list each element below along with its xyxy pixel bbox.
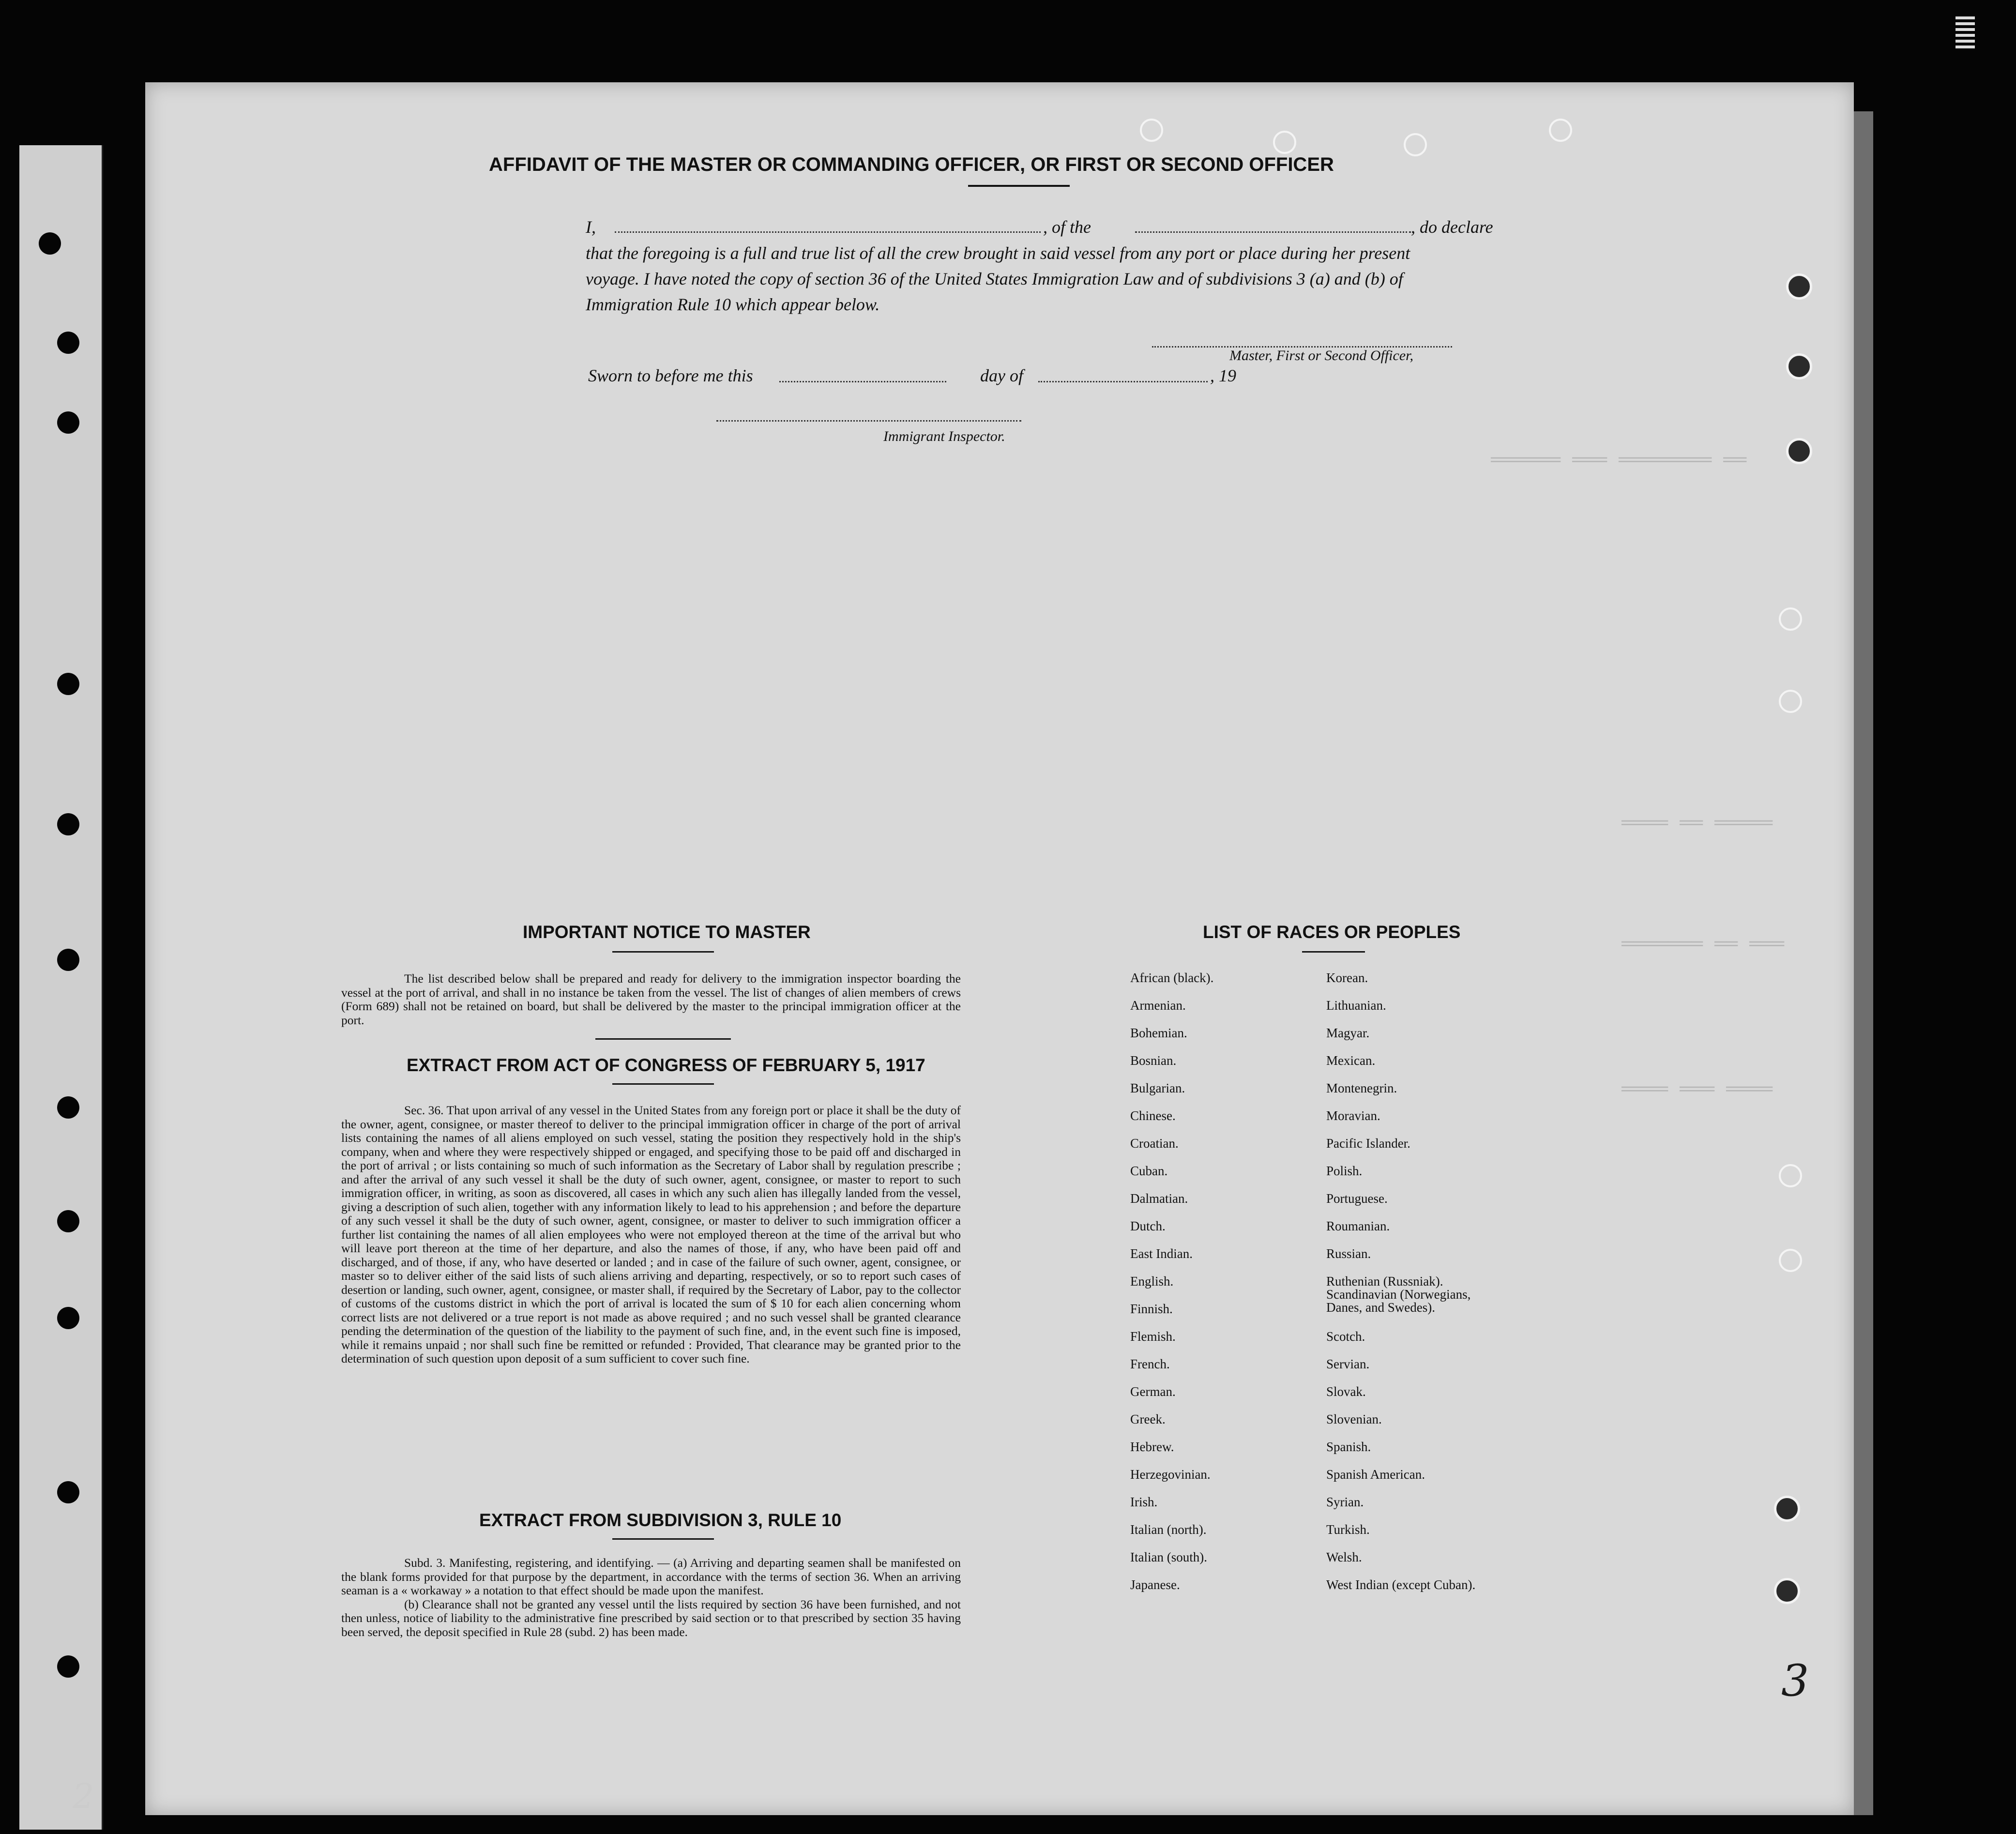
- binder-hole: [39, 232, 61, 255]
- race-item: Danes, and Swedes).: [1326, 1300, 1435, 1315]
- race-item: Servian.: [1326, 1357, 1370, 1371]
- notice-rule: [595, 1038, 731, 1040]
- bleed-through-row: ══════ ═══ ════════ ══: [1491, 450, 1747, 472]
- race-item: Slovenian.: [1326, 1412, 1382, 1426]
- race-item: Welsh.: [1326, 1550, 1362, 1564]
- subdivision-b-paragraph: (b) Clearance shall not be granted any vessel until the lists required by section 36 have been furnished, and not then unless, notice of liability to the administrative fine prescribed by said section or to that prescribed by section 35 having been served, the deposit specified in Rule 28 (subd. 2) has been made.: [341, 1597, 961, 1639]
- notice-text: [341, 972, 961, 1027]
- race-item: Montenegrin.: [1326, 1081, 1397, 1095]
- sworn-month-field[interactable]: [1038, 381, 1208, 382]
- race-item: Polish.: [1326, 1164, 1363, 1178]
- race-item: Greek.: [1130, 1412, 1166, 1426]
- race-item: Ruthenian (Russniak).: [1326, 1274, 1443, 1288]
- year-label: , 19: [1210, 366, 1236, 385]
- notice-title: IMPORTANT NOTICE TO MASTER: [523, 922, 811, 942]
- races-title-rule: [1302, 951, 1365, 953]
- race-item: Syrian.: [1326, 1495, 1364, 1509]
- affidavit-line-2: that the foregoing is a full and true list of all the crew brought in said vessel from any port or place during her present: [586, 243, 1410, 263]
- punch-hole: [1774, 1496, 1800, 1522]
- race-item: English.: [1130, 1274, 1174, 1288]
- punch-hole: [1779, 690, 1802, 713]
- race-item: Italian (south).: [1130, 1550, 1207, 1564]
- bleed-through-row: ════ ═══ ════: [1622, 1079, 1773, 1101]
- race-item: Spanish.: [1326, 1440, 1371, 1454]
- extract-rule-rule: [612, 1538, 714, 1540]
- section-36-paragraph: Sec. 36. That upon arrival of any vessel in the United States from any foreign port or place it shall be the duty of the owner, agent, consignee, or master thereof to deliver to the principal immigration officer in charge of the port of arrival lists containing the names of all aliens employed on such vessel, stating the position they respectively hold in the ship's company, when and where they were respectively shipped or engaged, and specifying those to be paid off and discharged in the port of arrival ; or lists containing so much of such information as the Secretary of Labor shall by regulation prescribe ; and after the arrival of any such vessel it shall be the duty of such owner, agent, consignee, or master to report to such immigration officer, in writing, as soon as discovered, all cases in which any such alien has illegally landed from the vessel, giving a description of such alien, together with any information likely to lead to his apprehension ; and before the departure of any such vessel it shall be the duty of such owner, agent, consignee, or master to deliver to such immigration officer a further list containing the names of all alien employees who were not employed thereon at the time of the arrival but who will leave port thereon at the time of her departure, and also the names of those, if any, who have been paid off and discharged, and of those, if any, who have deserted or landed ; and in case of the failure of such owner, agent, consignee, or master so to deliver either of the said lists of such aliens arriving and departing, respectively, or so to report such cases of desertion or landing, such owner, agent, consignee, or master shall, if required by the Secretary of Labor, pay to the collector of customs of the customs district in which the port of arrival is located the sum of $ 10 for each alien concerning whom correct lists are not delivered or a true report is not made as above required ; and no such vessel shall be granted clearance pending the determination of the question of the liability to the payment of such fine, and, in the event such fine is imposed, while it remains unpaid ; nor shall such fine be remitted or refunded : Provided, That clearance may be granted prior to the determination of such question upon deposit of a sum sufficient to cover such fine.: [341, 1103, 961, 1365]
- bleed-through-row: ═══════ ══ ═══: [1622, 934, 1785, 956]
- race-item: Cuban.: [1130, 1164, 1168, 1178]
- race-item: Roumanian.: [1326, 1219, 1390, 1233]
- name-field[interactable]: [615, 231, 1041, 233]
- race-item: Spanish American.: [1326, 1467, 1425, 1482]
- master-label: Master, First or Second Officer,: [1229, 348, 1413, 364]
- punch-hole: [1786, 353, 1812, 379]
- binder-hole: [57, 1096, 79, 1119]
- binder-hole: [57, 332, 79, 354]
- binder-hole: [57, 411, 79, 434]
- day-of-label: day of: [980, 366, 1023, 385]
- binder-strip: [19, 145, 103, 1830]
- affidavit-line-1: [586, 217, 1505, 237]
- bleed-through-row: ════ ══ ═════: [1622, 813, 1773, 835]
- race-item: Moravian.: [1326, 1108, 1380, 1123]
- race-item: Finnish.: [1130, 1302, 1173, 1316]
- race-item: Russian.: [1326, 1246, 1371, 1261]
- race-item: Turkish.: [1326, 1522, 1370, 1537]
- sworn-day-field[interactable]: [779, 381, 946, 382]
- sworn-label: Sworn to before me this: [588, 366, 753, 385]
- punch-hole: [1786, 438, 1812, 464]
- handwritten-mark: 3: [1781, 1655, 1809, 1706]
- binder-hole: [57, 813, 79, 835]
- race-item: Japanese.: [1130, 1577, 1180, 1592]
- race-item: Croatian.: [1130, 1136, 1179, 1151]
- inspector-label: Immigrant Inspector.: [883, 428, 1005, 444]
- race-item: Pacific Islander.: [1326, 1136, 1410, 1151]
- extract-act-rule: [612, 1083, 714, 1085]
- extract-rule-title: EXTRACT FROM SUBDIVISION 3, RULE 10: [479, 1510, 842, 1530]
- subdivision-a-paragraph: Subd. 3. Manifesting, registering, and identifying. — (a) Arriving and departing seamen shall be manifested on the blank forms provided for that purpose by the department, in accordance with the terms of section 36. When an arriving seaman is a « workaway » a notation to that effect should be made upon the manifest.: [341, 1556, 961, 1597]
- extract-act-title: EXTRACT FROM ACT OF CONGRESS OF FEBRUARY 5, 1917: [407, 1055, 925, 1075]
- race-item: Bulgarian.: [1130, 1081, 1185, 1095]
- binder-hole: [57, 1210, 79, 1232]
- race-item: Dalmatian.: [1130, 1191, 1188, 1206]
- race-item: Lithuanian.: [1326, 998, 1386, 1013]
- affidavit-title: AFFIDAVIT OF THE MASTER OR COMMANDING OFFICER, OR FIRST OR SECOND OFFICER: [489, 154, 1334, 175]
- race-item: Mexican.: [1326, 1053, 1376, 1068]
- affidavit-line-4: Immigration Rule 10 which appear below.: [586, 295, 880, 314]
- binder-hole: [57, 673, 79, 695]
- binder-hole: [57, 949, 79, 971]
- race-item: Bosnian.: [1130, 1053, 1177, 1068]
- race-item: Armenian.: [1130, 998, 1186, 1013]
- race-item: Irish.: [1130, 1495, 1158, 1509]
- punch-hole: [1140, 119, 1163, 142]
- race-item: Flemish.: [1130, 1329, 1176, 1344]
- race-item: Scotch.: [1326, 1329, 1365, 1344]
- race-item: Italian (north).: [1130, 1522, 1207, 1537]
- punch-hole: [1779, 1249, 1802, 1272]
- corner-stamp: [1955, 15, 1975, 48]
- punch-hole: [1779, 607, 1802, 631]
- sworn-line: [588, 365, 1363, 386]
- punch-hole: [1273, 131, 1296, 154]
- race-item: French.: [1130, 1357, 1170, 1371]
- binder-hole: [57, 1655, 79, 1678]
- notice-title-rule: [612, 951, 714, 953]
- race-item: West Indian (except Cuban).: [1326, 1577, 1476, 1592]
- race-item: Chinese.: [1130, 1108, 1176, 1123]
- race-item: Dutch.: [1130, 1219, 1166, 1233]
- punch-hole: [1549, 119, 1572, 142]
- race-item: German.: [1130, 1384, 1176, 1399]
- i-label: I,: [586, 217, 596, 237]
- extract-act-text: [341, 1104, 961, 1366]
- race-item: Bohemian.: [1130, 1026, 1187, 1040]
- race-item: Portuguese.: [1326, 1191, 1388, 1206]
- race-item: Hebrew.: [1130, 1440, 1174, 1454]
- punch-hole: [1774, 1578, 1800, 1604]
- extract-rule-text: [341, 1556, 961, 1639]
- handwritten-mark: 2: [73, 1776, 94, 1816]
- document-sheet: [145, 82, 1854, 1815]
- do-declare-label: , do declare: [1411, 217, 1493, 237]
- punch-hole: [1779, 1164, 1802, 1187]
- punch-hole: [1404, 133, 1427, 156]
- binder-hole: [57, 1307, 79, 1329]
- vessel-field[interactable]: [1135, 231, 1411, 233]
- binder-hole: [57, 1481, 79, 1503]
- race-item: Herzegovinian.: [1130, 1467, 1211, 1482]
- of-the-label: , of the: [1043, 217, 1091, 237]
- race-item: Magyar.: [1326, 1026, 1370, 1040]
- affidavit-title-rule: [968, 185, 1070, 187]
- notice-paragraph: The list described below shall be prepared and ready for delivery to the immigration inspector boarding the vessel at the port of arrival, and shall in no instance be taken from the vessel. The list of changes of alien members of crews (Form 689) shall not be retained on board, but shall be delivered by the master to the principal immigration officer at the port.: [341, 971, 961, 1027]
- inspector-signature-line[interactable]: [716, 420, 1021, 422]
- race-item: Slovak.: [1326, 1384, 1366, 1399]
- race-item: East Indian.: [1130, 1246, 1193, 1261]
- race-item: African (black).: [1130, 970, 1214, 985]
- race-item: Korean.: [1326, 970, 1368, 985]
- affidavit-line-3: voyage. I have noted the copy of section 36 of the United States Immigration Law and of subdivisions 3 (a) and (b) of: [586, 269, 1403, 288]
- punch-hole: [1786, 273, 1812, 300]
- race-item: Scandinavian (Norwegians,: [1326, 1287, 1471, 1302]
- races-title: LIST OF RACES OR PEOPLES: [1203, 922, 1461, 942]
